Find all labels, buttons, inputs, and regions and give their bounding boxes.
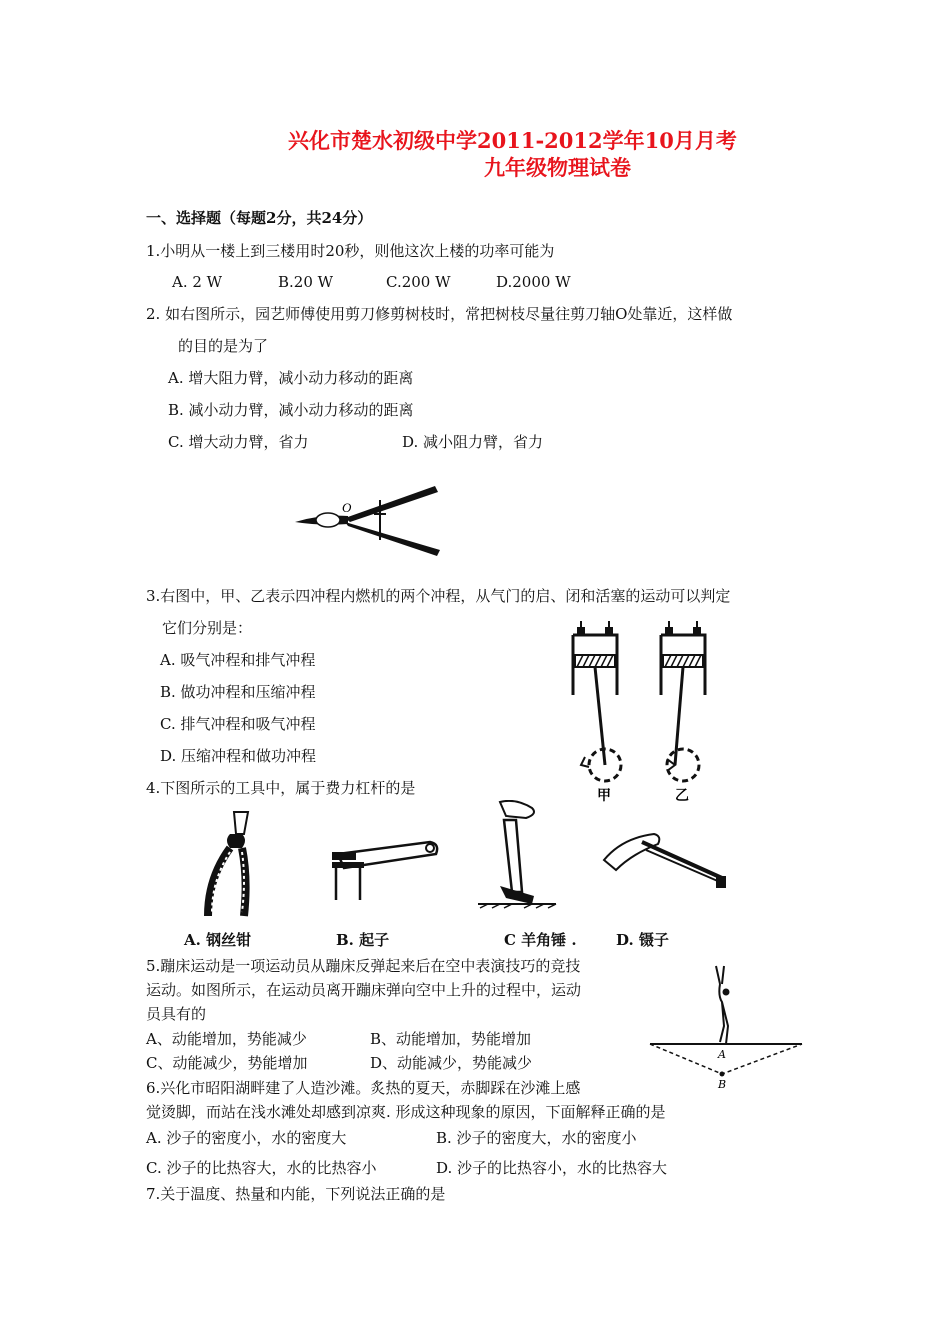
q5-option-b: B、动能增加，势能增加 [370, 1030, 532, 1048]
q5-stem-line3: 员具有的 [146, 1005, 207, 1023]
q1-option-a: A. 2 W [172, 273, 223, 291]
engine-yi-label: 乙 [675, 788, 689, 804]
q5-stem-line2: 运动。如图所示，在运动员离开蹦床弹向空中上升的过程中，运动 [146, 981, 582, 999]
engine-jia-label: 甲 [597, 788, 611, 804]
q4-option-b: B. 起子 [336, 931, 390, 949]
q2-stem-line2: 的目的是为了 [178, 337, 269, 355]
trampoline-figure [646, 962, 806, 1090]
q1-option-b: B.20 W [278, 273, 334, 291]
exam-title-line1: 兴化市楚水初级中学2011-2012学年10月月考 [288, 128, 737, 153]
q1-stem: 1.小明从一楼上到三楼用时20秒，则他这次上楼的功率可能为 [146, 242, 555, 260]
pliers-figure [196, 808, 276, 920]
q5-option-d: D、动能减少，势能减少 [370, 1054, 533, 1072]
shears-figure [290, 478, 450, 558]
q6-stem-line1: 6.兴化市昭阳湖畔建了人造沙滩。炙热的夏天，赤脚踩在沙滩上感 [146, 1079, 581, 1097]
trampoline-point-b: B [718, 1078, 727, 1090]
q4-option-c: C 羊角锤 . [504, 931, 577, 949]
q3-option-c: C. 排气冲程和吸气冲程 [160, 715, 316, 733]
tweezers-figure [602, 830, 730, 896]
section-heading: 一、选择题（每题2分，共24分） [146, 209, 373, 227]
q4-stem: 4.下图所示的工具中，属于费力杠杆的是 [146, 779, 416, 797]
q6-stem-line2: 觉烫脚，而站在浅水滩处却感到凉爽. 形成这种现象的原因，下面解释正确的是 [146, 1103, 666, 1121]
q7-stem: 7.关于温度、热量和内能，下列说法正确的是 [146, 1185, 446, 1203]
q3-option-b: B. 做功冲程和压缩冲程 [160, 683, 316, 701]
q1-option-c: C.200 W [386, 273, 451, 291]
q2-stem-line1: 2. 如右图所示，园艺师傅使用剪刀修剪树枝时，常把树枝尽量往剪刀轴O处靠近，这样做 [146, 305, 733, 323]
q2-option-c: C. 增大动力臂，省力 [168, 433, 309, 451]
shears-o-label: O [342, 500, 352, 515]
q3-option-a: A. 吸气冲程和排气冲程 [160, 651, 316, 669]
q3-stem-line2: 它们分别是： [162, 619, 253, 637]
q5-option-a: A、动能增加，势能减少 [146, 1030, 307, 1048]
claw-hammer-figure [476, 800, 558, 910]
q2-option-d: D. 减小阻力臂，省力 [402, 433, 544, 451]
q3-stem-line1: 3.右图中，甲、乙表示四冲程内燃机的两个冲程，从气门的启、闭和活塞的运动可以判定 [146, 587, 731, 605]
q6-option-a: A. 沙子的密度小，水的密度大 [146, 1129, 347, 1147]
q6-option-c: C. 沙子的比热容大，水的比热容小 [146, 1159, 377, 1177]
q2-option-a: A. 增大阻力臂，减小动力移动的距离 [168, 369, 414, 387]
q5-option-c: C、动能减少，势能增加 [146, 1054, 308, 1072]
q6-option-d: D. 沙子的比热容小，水的比热容大 [436, 1159, 668, 1177]
exam-title-line2: 九年级物理试卷 [484, 155, 631, 180]
engine-strokes-figure [565, 615, 715, 805]
trampoline-point-a: A [718, 1048, 726, 1061]
q1-option-d: D.2000 W [496, 273, 571, 291]
q4-option-a: A. 钢丝钳 [184, 931, 252, 949]
q2-option-b: B. 减小动力臂，减小动力移动的距离 [168, 401, 414, 419]
q3-option-d: D. 压缩冲程和做功冲程 [160, 747, 317, 765]
bottle-opener-figure [326, 836, 442, 902]
q6-option-b: B. 沙子的密度大，水的密度小 [436, 1129, 637, 1147]
q4-option-d: D. 镊子 [616, 931, 669, 949]
q5-stem-line1: 5.蹦床运动是一项运动员从蹦床反弹起来后在空中表演技巧的竞技 [146, 957, 581, 975]
